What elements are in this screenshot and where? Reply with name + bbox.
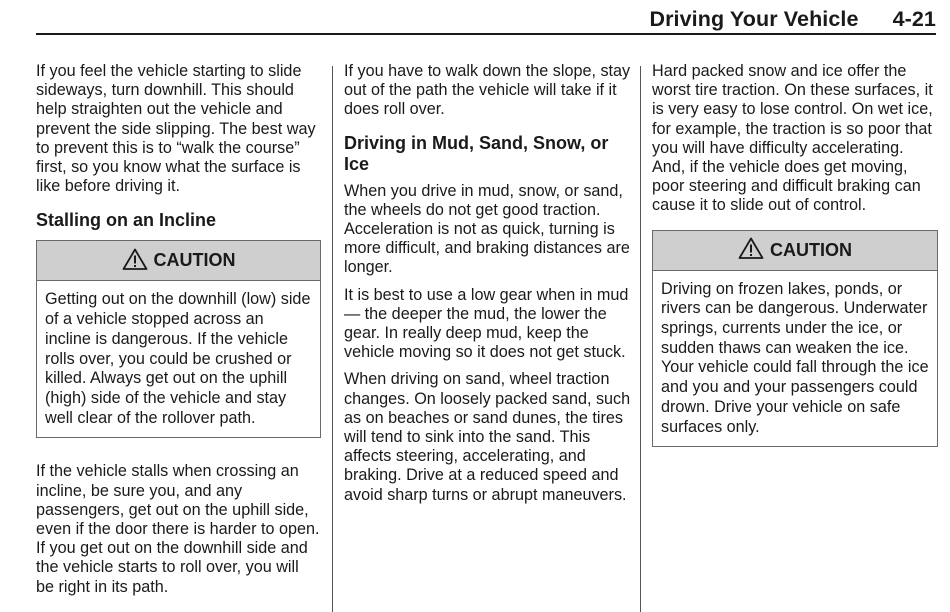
caution-text: Driving on frozen lakes, ponds, or rivers can be dangerous. Underwater springs, currents under the ice, or sudden thaws can weaken the ice. Your vehicle could fall through the ice and you and your passengers could drown. Drive your vehicle on safe surfaces only. <box>661 279 929 436</box>
body-paragraph: When driving on sand, wheel traction changes. On loosely packed sand, such as on beaches or sand dunes, the tires will tend to sink into the sand. This affects steering, accelerating, and braking. Drive at a reduced speed and avoid sharp turns or abrupt maneuvers. <box>344 370 631 504</box>
page-header <box>649 4 936 34</box>
warning-triangle-icon <box>122 248 148 270</box>
column-right <box>652 62 938 447</box>
caution-label: CAUTION <box>770 239 852 260</box>
body-paragraph: When you drive in mud, snow, or sand, the wheels do not get good traction. Acceleration is not as quick, turning is more difficult, and braking distances are longer. <box>344 181 630 277</box>
page-number: 4-21 <box>892 6 936 31</box>
caution-header <box>653 231 937 271</box>
caution-text: Getting out on the downhill (low) side of a vehicle stopped across an incline is dangerous. If the vehicle rolls over, you could be crushed or killed. Always get out on the uphill (high) side of the vehicle and stay well clear of the rollover path. <box>45 290 311 427</box>
header-rule <box>36 33 936 35</box>
caution-box <box>36 240 321 438</box>
section-heading: Driving in Mud, Sand, Snow, or Ice <box>344 132 609 174</box>
column-divider <box>332 66 333 612</box>
body-paragraph: If the vehicle stalls when crossing an incline, be sure you, and any passengers, get out on the uphill side, even if the door there is harder to open. If you get out on the downhill side and the vehicle starts to roll over, you will be right in its path. <box>36 462 320 596</box>
section-heading: Stalling on an Incline <box>36 210 217 231</box>
caution-label: CAUTION <box>153 250 236 271</box>
column-middle <box>344 62 632 505</box>
body-paragraph: If you feel the vehicle starting to slide sideways, turn downhill. This should help straighten out the vehicle and prevent the side slipping. The best way to prevent this is to “walk the course” first, so you know what the surface is like before driving it. <box>36 62 316 196</box>
body-paragraph: It is best to use a low gear when in mud — the deeper the mud, the lower the gear. In really deep mud, keep the vehicle moving so it does not get stuck. <box>344 285 629 362</box>
warning-triangle-icon <box>738 237 764 259</box>
caution-box <box>652 230 938 448</box>
body-paragraph: Hard packed snow and ice offer the worst tire traction. On these surfaces, it is very easy to lose control. On wet ice, for example, the traction is so poor that you will have difficulty accelerating. And, if the vehicle does get moving, poor steering and difficult braking can cause it to slide out of control. <box>652 62 933 215</box>
column-divider <box>640 66 641 612</box>
body-paragraph: If you have to walk down the slope, stay out of the path the vehicle will take if it does roll over. <box>344 62 631 119</box>
caution-header <box>37 241 320 281</box>
column-left <box>36 62 321 597</box>
section-title: Driving Your Vehicle <box>649 6 859 31</box>
